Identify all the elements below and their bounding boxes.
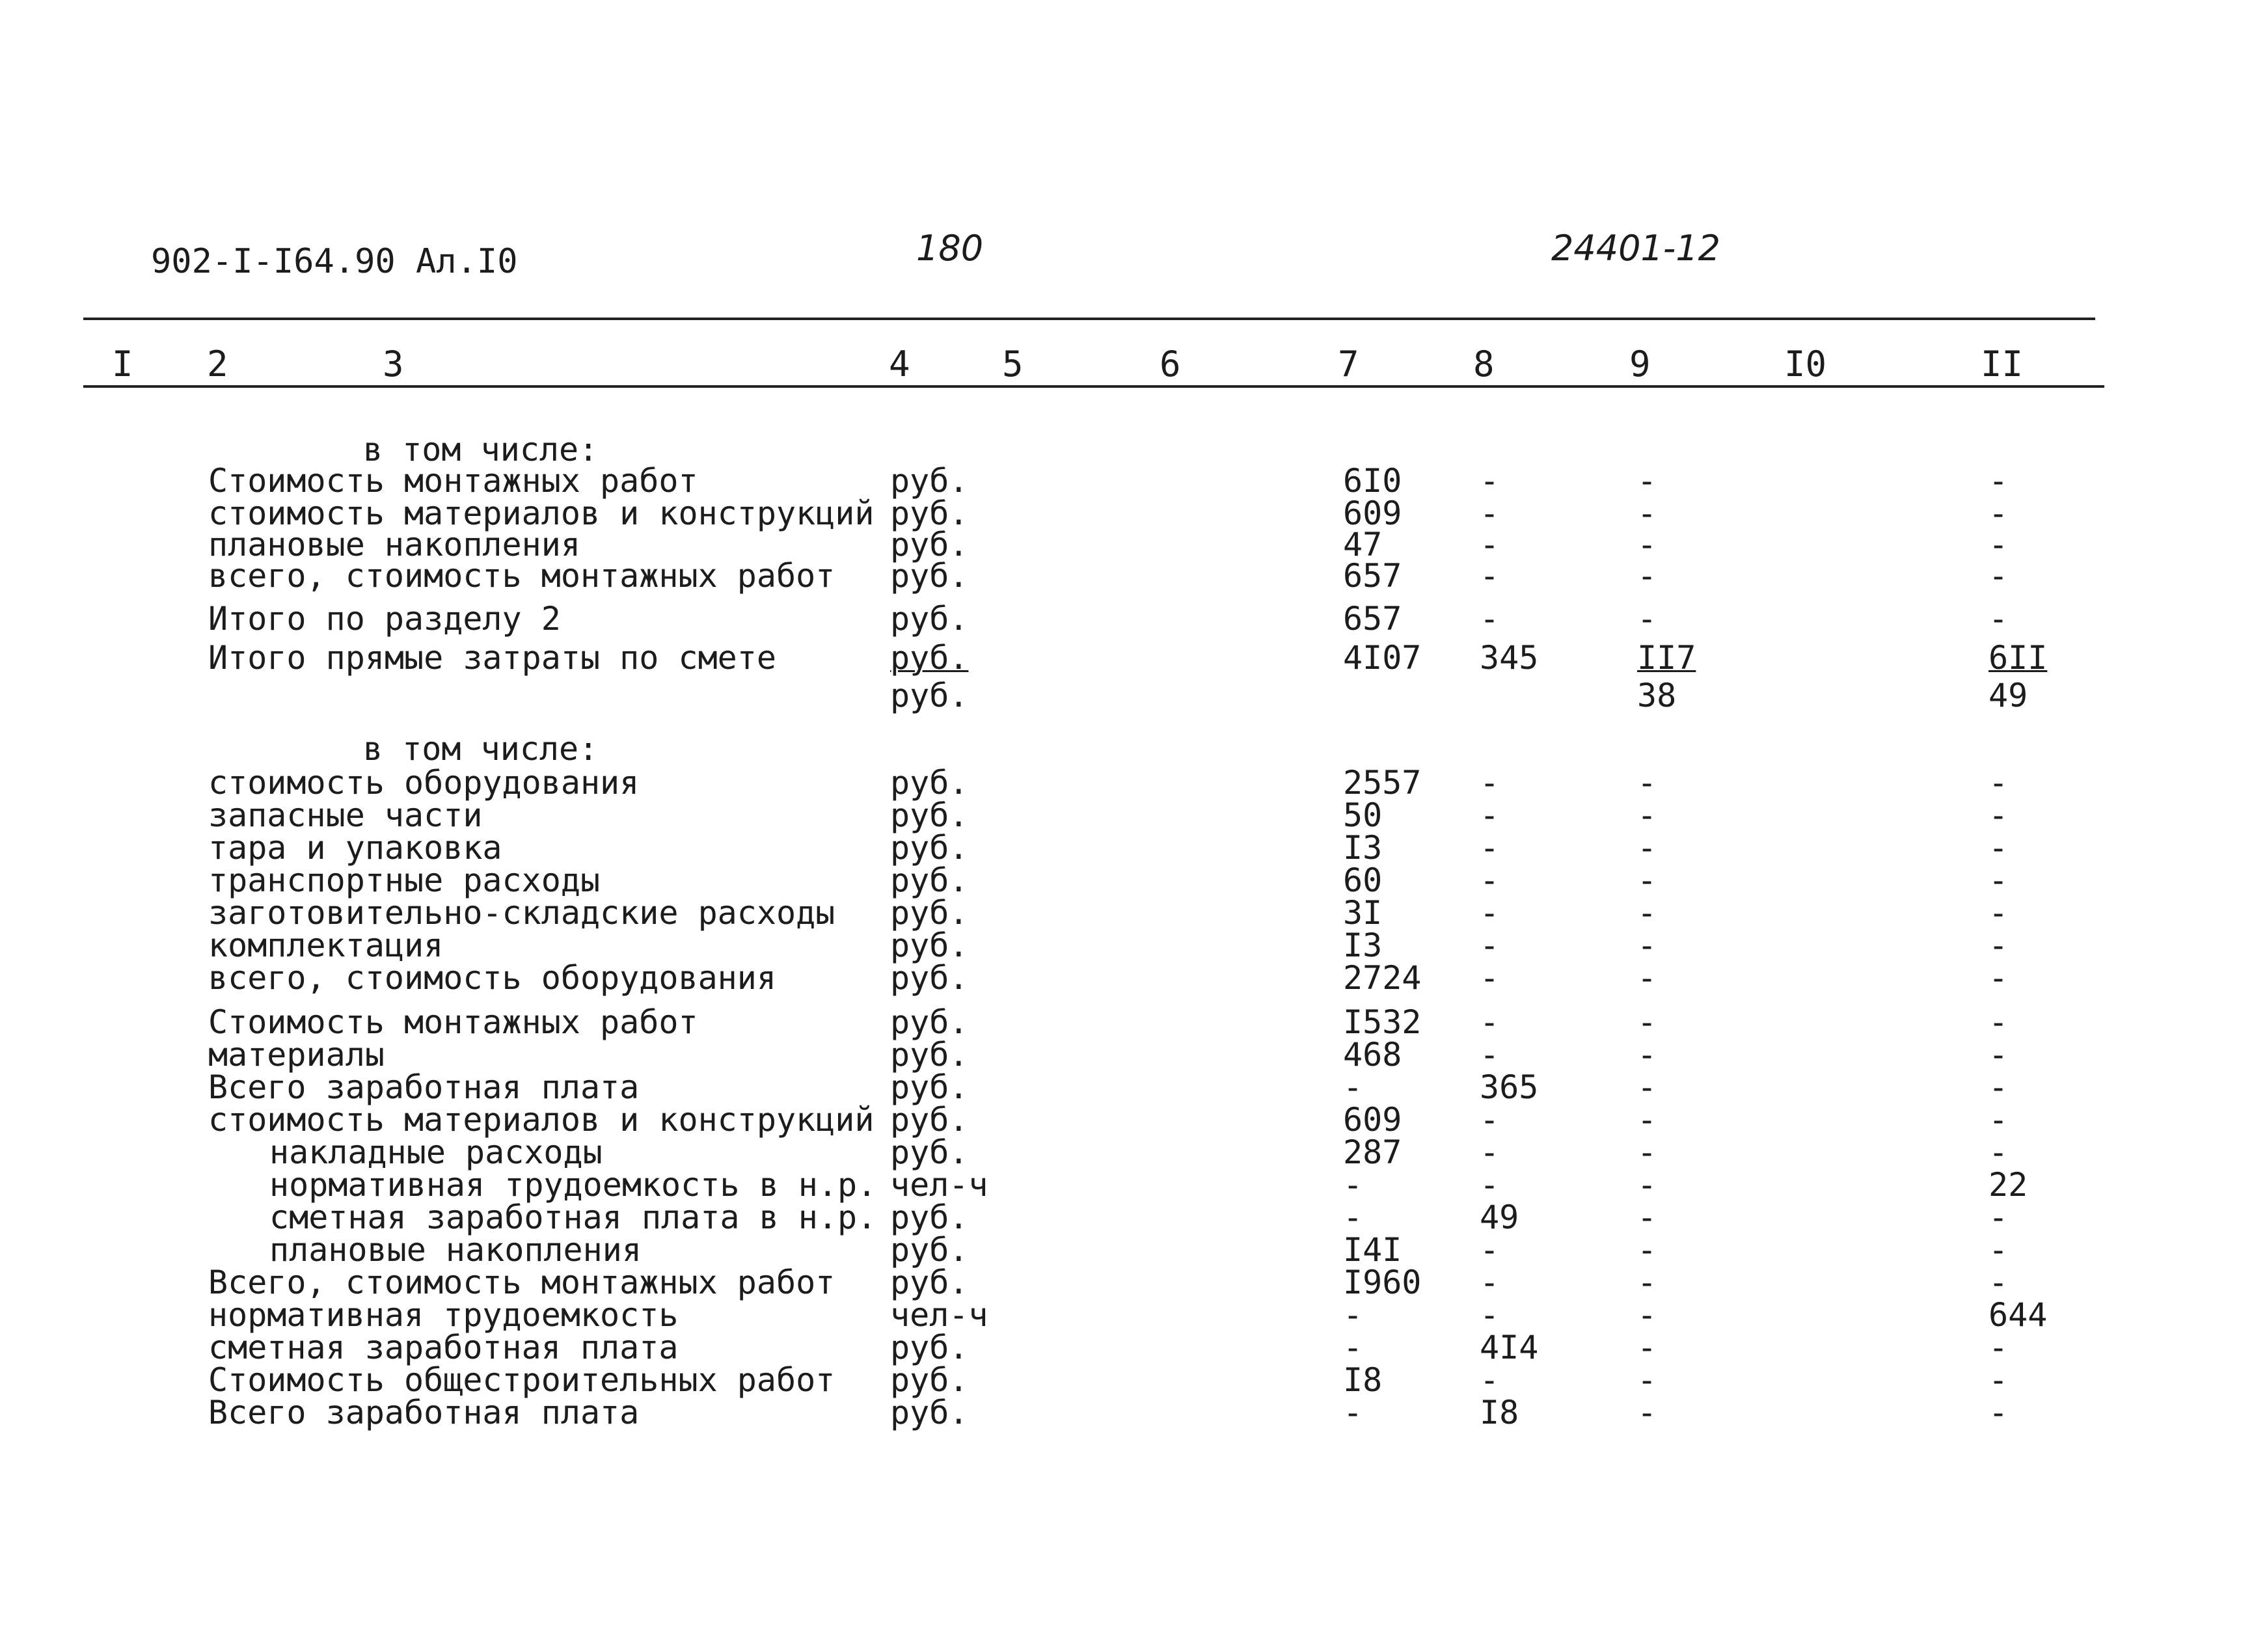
unit-cell: руб.	[890, 1198, 969, 1236]
col7-cell: 2724	[1343, 959, 1422, 997]
col9-cell: -	[1637, 927, 1657, 964]
col11-cell: -	[1989, 927, 2009, 964]
row-label: Стоимость монтажных работ	[208, 462, 698, 500]
col11-cell: -	[1989, 1329, 2009, 1366]
col11-cell: -	[1989, 1361, 2009, 1399]
col9-cell: -	[1637, 959, 1657, 997]
row-label: Стоимость общестроительных работ	[208, 1361, 835, 1399]
col7-cell: 609	[1343, 1101, 1402, 1139]
col8-cell: 4I4	[1480, 1329, 1539, 1366]
column-header-row	[0, 338, 2267, 390]
unit-cell: руб.	[890, 1036, 969, 1074]
section-heading	[0, 433, 2267, 466]
col9-cell: -	[1637, 1166, 1657, 1204]
unit-cell: руб.	[890, 1101, 969, 1139]
unit-cell: руб.	[890, 526, 969, 563]
section-heading	[0, 730, 2267, 768]
col9-cell: -	[1637, 1296, 1657, 1334]
col11-cell: 49	[1989, 677, 2028, 714]
col7-cell: 6I0	[1343, 462, 1402, 500]
table-row	[0, 1396, 2267, 1429]
table-row	[0, 557, 2267, 595]
col7-cell: -	[1343, 1329, 1363, 1366]
col9-cell: -	[1637, 1133, 1657, 1171]
row-label: всего, стоимость монтажных работ	[208, 557, 835, 595]
row-label: Всего, стоимость монтажных работ	[208, 1264, 835, 1301]
col8-cell: -	[1480, 494, 1500, 532]
col7-cell: 4I07	[1343, 639, 1422, 677]
table-row	[0, 1198, 2267, 1236]
col8-cell: -	[1480, 829, 1500, 867]
col11-cell: -	[1989, 494, 2009, 532]
unit-cell: руб.	[890, 1394, 969, 1431]
col9-cell: -	[1637, 1231, 1657, 1269]
col7-cell: I4I	[1343, 1231, 1402, 1269]
row-label: заготовительно-складские расходы	[208, 894, 835, 932]
row-label: Итого по разделу 2	[208, 600, 561, 638]
unit-cell: руб.	[890, 959, 969, 997]
col8-cell: 49	[1480, 1198, 1519, 1236]
row-label: стоимость материалов и конструкций	[208, 1101, 875, 1139]
row-label: нормативная трудоемкость	[208, 1296, 679, 1334]
column-header: 6	[1160, 344, 1181, 385]
column-header: I0	[1784, 344, 1827, 385]
col9-cell: 38	[1637, 677, 1677, 714]
col9-cell: -	[1637, 600, 1657, 638]
row-label: стоимость оборудования	[208, 764, 640, 802]
table-row	[0, 1331, 2267, 1364]
table-row	[0, 1036, 2267, 1074]
unit-cell: руб.	[890, 894, 969, 932]
top-rule	[83, 318, 2095, 320]
table-row	[0, 494, 2267, 532]
col11-cell: -	[1989, 1068, 2009, 1106]
unit-cell: руб.	[890, 494, 969, 532]
col7-cell: -	[1343, 1296, 1363, 1334]
col11-cell: 644	[1989, 1296, 2048, 1334]
col9-cell: -	[1637, 1003, 1657, 1041]
col11-cell: -	[1989, 1231, 2009, 1269]
col9-cell: -	[1637, 1394, 1657, 1431]
table-row	[0, 1133, 2267, 1171]
col7-cell: 287	[1343, 1133, 1402, 1171]
col7-cell: I532	[1343, 1003, 1422, 1041]
col8-cell: -	[1480, 600, 1500, 638]
unit-cell: руб.	[890, 1133, 969, 1171]
table-row	[0, 1296, 2267, 1334]
col11-cell: -	[1989, 829, 2009, 867]
unit-cell: руб.	[890, 796, 969, 834]
unit-cell: руб.	[890, 764, 969, 802]
row-label: комплектация	[208, 927, 444, 964]
col8-cell: -	[1480, 796, 1500, 834]
col11-cell: -	[1989, 894, 2009, 932]
unit-cell: руб.	[890, 927, 969, 964]
col8-cell: -	[1480, 1101, 1500, 1139]
table-row	[0, 1166, 2267, 1204]
col8-cell: -	[1480, 1036, 1500, 1074]
col8-cell: -	[1480, 526, 1500, 563]
col11-cell: -	[1989, 557, 2009, 595]
col7-cell: -	[1343, 1198, 1363, 1236]
col8-cell: -	[1480, 462, 1500, 500]
table-row	[0, 861, 2267, 899]
col9-cell: -	[1637, 526, 1657, 563]
page-number: 180	[916, 228, 984, 269]
col11-cell: -	[1989, 1036, 2009, 1074]
col8-cell: I8	[1480, 1394, 1519, 1431]
unit-cell: руб.	[890, 462, 969, 500]
col9-cell: -	[1637, 1036, 1657, 1074]
unit-cell: руб.	[890, 557, 969, 595]
col11-cell: -	[1989, 526, 2009, 563]
table-row	[0, 1231, 2267, 1269]
col11-cell: -	[1989, 1264, 2009, 1301]
column-header: 7	[1338, 344, 1359, 385]
col8-cell: -	[1480, 894, 1500, 932]
table-row	[0, 894, 2267, 932]
table-row	[0, 1101, 2267, 1139]
col7-cell: 3I	[1343, 894, 1383, 932]
col9-cell: -	[1637, 1264, 1657, 1301]
col8-cell: -	[1480, 1231, 1500, 1269]
col11-cell: -	[1989, 764, 2009, 802]
unit-cell: руб.	[890, 1361, 969, 1399]
row-label: тара и упаковка	[208, 829, 502, 867]
table-row	[0, 796, 2267, 834]
col7-cell: -	[1343, 1068, 1363, 1106]
col8-cell: 365	[1480, 1068, 1539, 1106]
table-row	[0, 528, 2267, 561]
unit-cell: руб.	[890, 1068, 969, 1106]
col7-cell: 50	[1343, 796, 1383, 834]
col7-cell: 609	[1343, 494, 1402, 532]
archive-code: 24401-12	[1551, 228, 1720, 269]
col8-cell: -	[1480, 1133, 1500, 1171]
col7-cell: I3	[1343, 829, 1383, 867]
row-label: Итого прямые затраты по смете	[208, 639, 776, 677]
column-header: 8	[1473, 344, 1495, 385]
row-label: нормативная трудоемкость в н.р.	[269, 1166, 877, 1204]
col7-cell: 2557	[1343, 764, 1422, 802]
col9-cell: -	[1637, 1198, 1657, 1236]
col9-cell: -	[1637, 861, 1657, 899]
col8-cell: 345	[1480, 639, 1539, 677]
unit-cell: руб.	[890, 829, 969, 867]
col7-cell: 468	[1343, 1036, 1402, 1074]
table-row	[0, 959, 2267, 997]
unit-cell: руб.	[890, 677, 969, 714]
row-label: стоимость материалов и конструкций	[208, 494, 875, 532]
table-row	[0, 639, 2267, 677]
unit-cell: руб.	[890, 1231, 969, 1269]
col8-cell: -	[1480, 1361, 1500, 1399]
column-header: 9	[1629, 344, 1651, 385]
table-row	[0, 829, 2267, 867]
col11-cell: -	[1989, 1133, 2009, 1171]
table-row	[0, 764, 2267, 802]
col7-cell: 47	[1343, 526, 1383, 563]
col9-cell: -	[1637, 1329, 1657, 1366]
col7-cell: -	[1343, 1394, 1363, 1431]
row-label: материалы	[208, 1036, 385, 1074]
col8-cell: -	[1480, 764, 1500, 802]
row-label: сметная заработная плата	[208, 1329, 679, 1366]
row-label: сметная заработная плата в н.р.	[269, 1198, 877, 1236]
col9-cell: -	[1637, 764, 1657, 802]
col11-cell: -	[1989, 462, 2009, 500]
col7-cell: I8	[1343, 1361, 1383, 1399]
col7-cell: -	[1343, 1166, 1363, 1204]
col8-cell: -	[1480, 1003, 1500, 1041]
col9-cell: -	[1637, 1101, 1657, 1139]
document-code: 902-I-I64.90 Ал.I0	[151, 242, 518, 281]
col9-cell: II7	[1637, 639, 1696, 677]
col11-cell: -	[1989, 600, 2009, 638]
row-label: всего, стоимость оборудования	[208, 959, 776, 997]
col7-cell: I3	[1343, 927, 1383, 964]
row-label: плановые накопления	[208, 526, 580, 563]
column-header: 3	[383, 344, 404, 385]
column-header: 5	[1002, 344, 1024, 385]
row-label: плановые накопления	[269, 1231, 642, 1269]
row-label: в том числе:	[363, 730, 599, 768]
column-header: II	[1981, 344, 2024, 385]
col8-cell: -	[1480, 1166, 1500, 1204]
unit-cell: руб.	[890, 861, 969, 899]
table-row	[0, 600, 2267, 638]
unit-cell: чел-ч	[890, 1296, 988, 1334]
table-row	[0, 1003, 2267, 1041]
col9-cell: -	[1637, 1068, 1657, 1106]
row-label: транспортные расходы	[208, 861, 601, 899]
col9-cell: -	[1637, 829, 1657, 867]
col11-cell: -	[1989, 1003, 2009, 1041]
table-row	[0, 1068, 2267, 1106]
col9-cell: -	[1637, 1361, 1657, 1399]
col9-cell: -	[1637, 894, 1657, 932]
col9-cell: -	[1637, 462, 1657, 500]
unit-cell: чел-ч	[890, 1166, 988, 1204]
row-label: Стоимость монтажных работ	[208, 1003, 698, 1041]
unit-cell: руб.	[890, 1329, 969, 1366]
col9-cell: -	[1637, 796, 1657, 834]
unit-cell: руб.	[890, 600, 969, 638]
row-label: накладные расходы	[269, 1133, 603, 1171]
col7-cell: 657	[1343, 557, 1402, 595]
col9-cell: -	[1637, 494, 1657, 532]
col11-cell: -	[1989, 959, 2009, 997]
col11-cell: -	[1989, 861, 2009, 899]
col7-cell: I960	[1343, 1264, 1422, 1301]
unit-cell: руб.	[890, 639, 969, 677]
col11-cell: -	[1989, 1198, 2009, 1236]
table-row	[0, 462, 2267, 500]
col8-cell: -	[1480, 927, 1500, 964]
table-row	[0, 1266, 2267, 1299]
col8-cell: -	[1480, 861, 1500, 899]
col8-cell: -	[1480, 1264, 1500, 1301]
col11-cell: -	[1989, 796, 2009, 834]
col9-cell: -	[1637, 557, 1657, 595]
col8-cell: -	[1480, 557, 1500, 595]
row-label: в том числе:	[363, 431, 599, 468]
row-label: Всего заработная плата	[208, 1394, 640, 1431]
column-header: 4	[889, 344, 910, 385]
col8-cell: -	[1480, 1296, 1500, 1334]
col11-cell: -	[1989, 1394, 2009, 1431]
table-row	[0, 679, 2267, 712]
unit-cell: руб.	[890, 1264, 969, 1301]
table-row	[0, 1361, 2267, 1399]
col7-cell: 657	[1343, 600, 1402, 638]
table-row	[0, 929, 2267, 962]
col11-cell: -	[1989, 1101, 2009, 1139]
row-label: запасные части	[208, 796, 483, 834]
row-label: Всего заработная плата	[208, 1068, 640, 1106]
col11-cell: 22	[1989, 1166, 2028, 1204]
column-header: I	[112, 344, 133, 385]
col8-cell: -	[1480, 959, 1500, 997]
estimate-table	[0, 429, 2267, 1470]
column-header: 2	[207, 344, 228, 385]
unit-cell: руб.	[890, 1003, 969, 1041]
col11-cell: 6II	[1989, 639, 2048, 677]
col7-cell: 60	[1343, 861, 1383, 899]
